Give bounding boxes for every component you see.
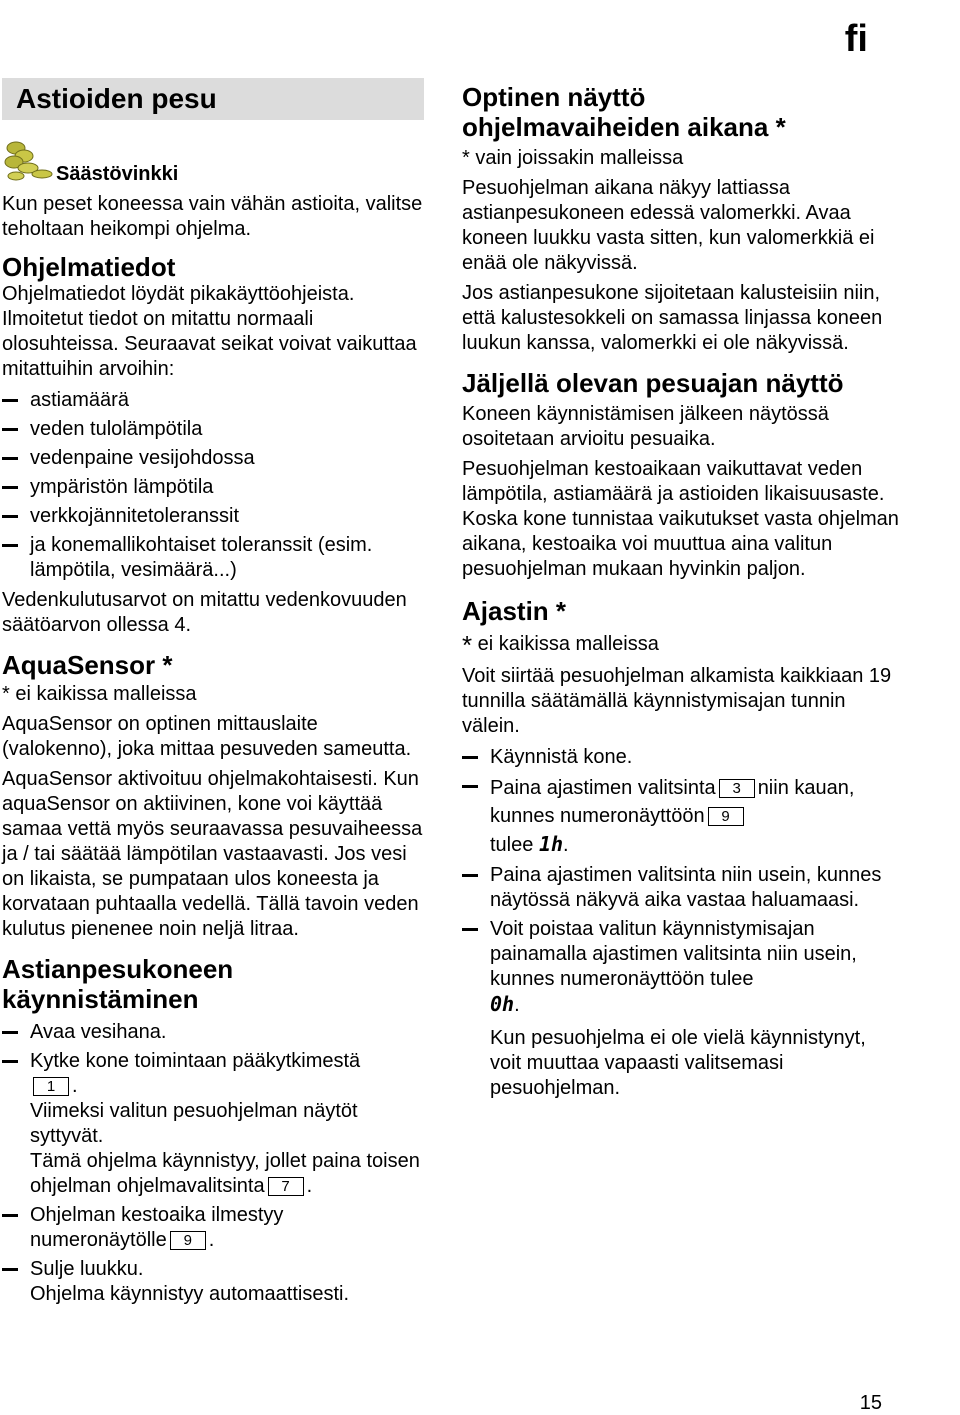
list-item: Käynnistä kone. bbox=[462, 745, 902, 770]
list-item: Voit poistaa valitun käynnistymisajan painamalla ajastimen valitsinta niin usein, kunnes numeronäyttöön tulee 0h. Kun pesuohjelma ei ole vielä käynnistynyt, voit muuttaa vapaasti valitsemasi pesuohjelman. bbox=[462, 917, 902, 1101]
list-item: Paina ajastimen valitsinta 3 niin kauan, kunnes numeronäyttöön 9 tulee 1h. bbox=[462, 774, 902, 859]
timer-note: * ei kaikissa malleissa bbox=[462, 630, 659, 660]
left-column bbox=[2, 78, 424, 1307]
aquasensor-p2: AquaSensor aktivoituu ohjelmakohtaisesti. Kun aquaSensor on aktiivinen, kone voi käyttää samaa vettä myös seuraavassa pesuvaiheessa ja / tai säätää lämpötilan vastaavasti. Jos vesi on likaista, se pumpataan ulos koneesta ja korvataan puhtaalla vedellä. Tällä tavoin veden kulutus pienenee noin neljä litraa. bbox=[2, 768, 423, 940]
display-key-label: 9 bbox=[708, 807, 744, 826]
list-item: verkkojännitetoleranssit bbox=[2, 504, 424, 529]
timer-intro: Voit siirtää pesuohjelman alkamista kaikkiaan 19 tunnilla säätämällä käynnistymisajan tunnin välein. bbox=[462, 665, 892, 737]
list-item: ja konemallikohtaiset toleranssit (esim. lämpötila, vesimäärä...) bbox=[2, 533, 424, 583]
coins-icon bbox=[2, 138, 54, 186]
page-title: Astioiden pesu bbox=[2, 78, 424, 120]
list-item: vedenpaine vesijohdossa bbox=[2, 446, 424, 471]
program-info-intro: Ohjelmatiedot löydät pikakäyttöohjeista. Ilmoitetut tiedot on mitattu normaali olosuhteissa. Seuraavat seikat voivat vaikuttaa mitattuihin arvoihin: bbox=[2, 283, 417, 380]
optical-note: * vain joissakin malleissa bbox=[462, 147, 684, 169]
language-tag: fi bbox=[844, 18, 868, 60]
program-info-outro: Vedenkulutusarvot on mitattu vedenkovuuden säätöarvon ollessa 4. bbox=[2, 589, 407, 636]
timer-steps bbox=[462, 745, 902, 1101]
list-item: Ohjelman kestoaika ilmestyy numeronäytölle 9 . bbox=[2, 1203, 424, 1253]
right-column bbox=[462, 78, 902, 1101]
list-item: Paina ajastimen valitsinta niin usein, kunnes näytössä näkyvä aika vastaa haluamaasi. bbox=[462, 863, 902, 913]
aquasensor-p1: AquaSensor on optinen mittauslaite (valokenno), joka mittaa pesuveden sameutta. bbox=[2, 713, 412, 760]
list-item: Avaa vesihana. bbox=[2, 1020, 424, 1045]
program-info-list bbox=[2, 388, 424, 583]
aquasensor-note: * ei kaikissa malleissa bbox=[2, 683, 197, 705]
start-steps bbox=[2, 1020, 424, 1307]
page-number: 15 bbox=[859, 1392, 882, 1414]
optical-p2: Jos astianpesukone sijoitetaan kalusteisiin niin, että kalustesokkeli on samassa linjassa koneen luukun kanssa, valomerkki ei ole näkyvissä. bbox=[462, 282, 883, 354]
list-item: Kytke kone toimintaan pääkytkimestä 1 . Viimeksi valitun pesuohjelman näytöt syttyvät. Tämä ohjelma käynnistyy, jollet paina toisen ohjelman ohjelmavalitsinta 7 . bbox=[2, 1049, 424, 1199]
display-key-label: 9 bbox=[170, 1231, 206, 1250]
tip-text: Kun peset koneessa vain vähän astioita, valitse teholtaan heikompi ohjelma. bbox=[2, 193, 423, 240]
timer-key-label: 3 bbox=[719, 779, 755, 798]
list-item: astiamäärä bbox=[2, 388, 424, 413]
start-heading: Astianpesukoneen käynnistäminen bbox=[2, 954, 234, 1014]
optical-p1: Pesuohjelman aikana näkyy lattiassa astianpesukoneen edessä valomerkki. Avaa koneen luukku vasta sitten, kun valomerkkiä ei enää ole näkyvissä. bbox=[462, 177, 875, 274]
program-info-heading: Ohjelmatiedot bbox=[2, 252, 176, 282]
display-1h-glyph: 1h bbox=[538, 832, 564, 856]
remaining-time-heading: Jäljellä olevan pesuajan näyttö bbox=[462, 368, 844, 398]
savings-tip bbox=[2, 138, 424, 186]
display-0h-glyph: 0h bbox=[490, 992, 515, 1016]
aquasensor-heading: AquaSensor * bbox=[2, 650, 173, 680]
list-item: ympäristön lämpötila bbox=[2, 475, 424, 500]
list-item: veden tulolämpötila bbox=[2, 417, 424, 442]
timer-heading: Ajastin * bbox=[462, 596, 567, 626]
program-key-label: 7 bbox=[268, 1177, 304, 1196]
remaining-p1: Koneen käynnistämisen jälkeen näytössä osoitetaan arvioitu pesuaika. bbox=[462, 403, 829, 450]
tip-label: Säästövinkki bbox=[56, 163, 179, 185]
power-key-label: 1 bbox=[33, 1077, 69, 1096]
remaining-p2: Pesuohjelman kestoaikaan vaikuttavat veden lämpötila, astiamäärä ja astioiden likaisuusaste. Koska kone tunnistaa vaikutukset vasta ohjelman aikana, kestoaika voi muuttua aina valitun pesuohjelman mukaan hyvinkin paljon. bbox=[462, 458, 899, 580]
optical-heading: Optinen näyttö ohjelmavaiheiden aikana * bbox=[462, 82, 786, 142]
list-item: Sulje luukku. Ohjelma käynnistyy automaattisesti. bbox=[2, 1257, 424, 1307]
